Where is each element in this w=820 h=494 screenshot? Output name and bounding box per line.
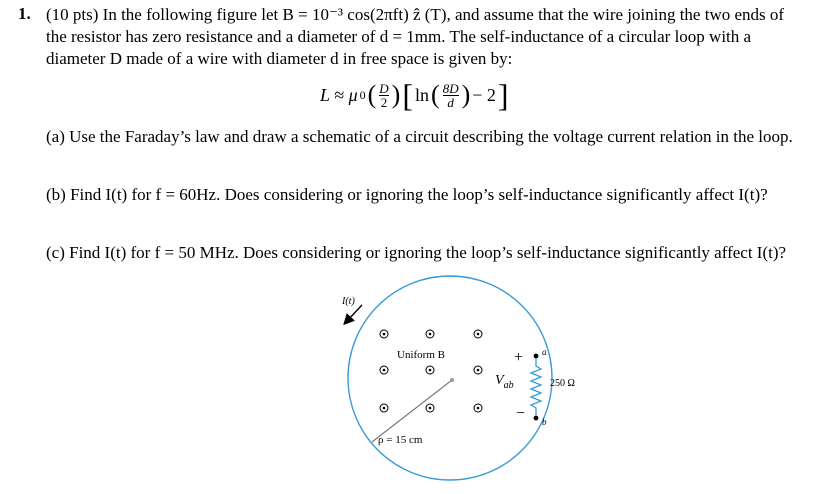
radius-label: ρ = 15 cm bbox=[378, 434, 423, 446]
part-a: (a) Use the Faraday’s law and draw a schematic of a circuit describing the voltage current relation in the loop. bbox=[46, 127, 793, 146]
current-label: I(t) bbox=[342, 296, 355, 307]
node-b bbox=[534, 416, 539, 421]
formula-mu-sub: 0 bbox=[359, 87, 366, 102]
frac2-den: d bbox=[447, 94, 454, 110]
voltage-label: $V_{ab}$ bbox=[495, 373, 514, 391]
center-point bbox=[450, 378, 454, 382]
radius-line bbox=[372, 380, 452, 442]
paren-open: ( bbox=[367, 80, 377, 109]
frac1-num: D bbox=[379, 80, 389, 96]
field-dot-icon bbox=[474, 330, 482, 338]
formula-lhs: L ≈ μ bbox=[320, 84, 358, 105]
field-dots bbox=[380, 330, 482, 412]
bracket-open: [ bbox=[402, 77, 413, 113]
resistor bbox=[531, 358, 541, 416]
bracket-close: ] bbox=[497, 77, 509, 113]
minus-sign: − bbox=[516, 405, 526, 422]
node-b-label: b bbox=[542, 417, 547, 427]
frac1-den: 2 bbox=[380, 94, 388, 110]
problem-number: 1. bbox=[18, 4, 31, 23]
plus-sign: + bbox=[514, 349, 524, 366]
resistor-label: 250 Ω bbox=[550, 378, 575, 389]
node-a-label: a bbox=[542, 347, 547, 357]
field-dot-icon bbox=[474, 404, 482, 412]
paren-open-2: ( bbox=[431, 80, 440, 109]
node-a bbox=[534, 354, 539, 359]
field-dot-icon bbox=[380, 404, 388, 412]
formula-ln: ln bbox=[415, 84, 430, 105]
field-dot-icon bbox=[426, 366, 434, 374]
field-dot-icon bbox=[474, 366, 482, 374]
field-dot-icon bbox=[426, 404, 434, 412]
part-c: (c) Find I(t) for f = 50 MHz. Does considering or ignoring the loop’s self-inductance significantly affect I(t)? bbox=[46, 243, 787, 262]
paren-close-2: ) bbox=[461, 80, 471, 109]
paren-close: ) bbox=[391, 80, 401, 109]
current-arrow bbox=[347, 305, 362, 321]
field-dot-icon bbox=[380, 330, 388, 338]
field-dot-icon bbox=[426, 330, 434, 338]
field-dot-icon bbox=[380, 366, 388, 374]
frac2-num: 8D bbox=[442, 80, 459, 96]
formula-minus-two: − 2 bbox=[472, 84, 496, 105]
field-label: Uniform B bbox=[397, 349, 445, 361]
problem-intro: (10 pts) In the following figure let B = 10⁻³ cos(2πft) ẑ (T), and assume that the wire joining the two ends of the resistor has zero resistance and a diameter of d = 1mm. The self-inductance of a circular loop with a diameter D made of a wire with diameter d in free space is given by: bbox=[46, 5, 785, 68]
part-b: (b) Find I(t) for f = 60Hz. Does considering or ignoring the loop’s self-inductance significantly affect I(t)? bbox=[46, 185, 768, 204]
wire-loop bbox=[348, 276, 552, 480]
